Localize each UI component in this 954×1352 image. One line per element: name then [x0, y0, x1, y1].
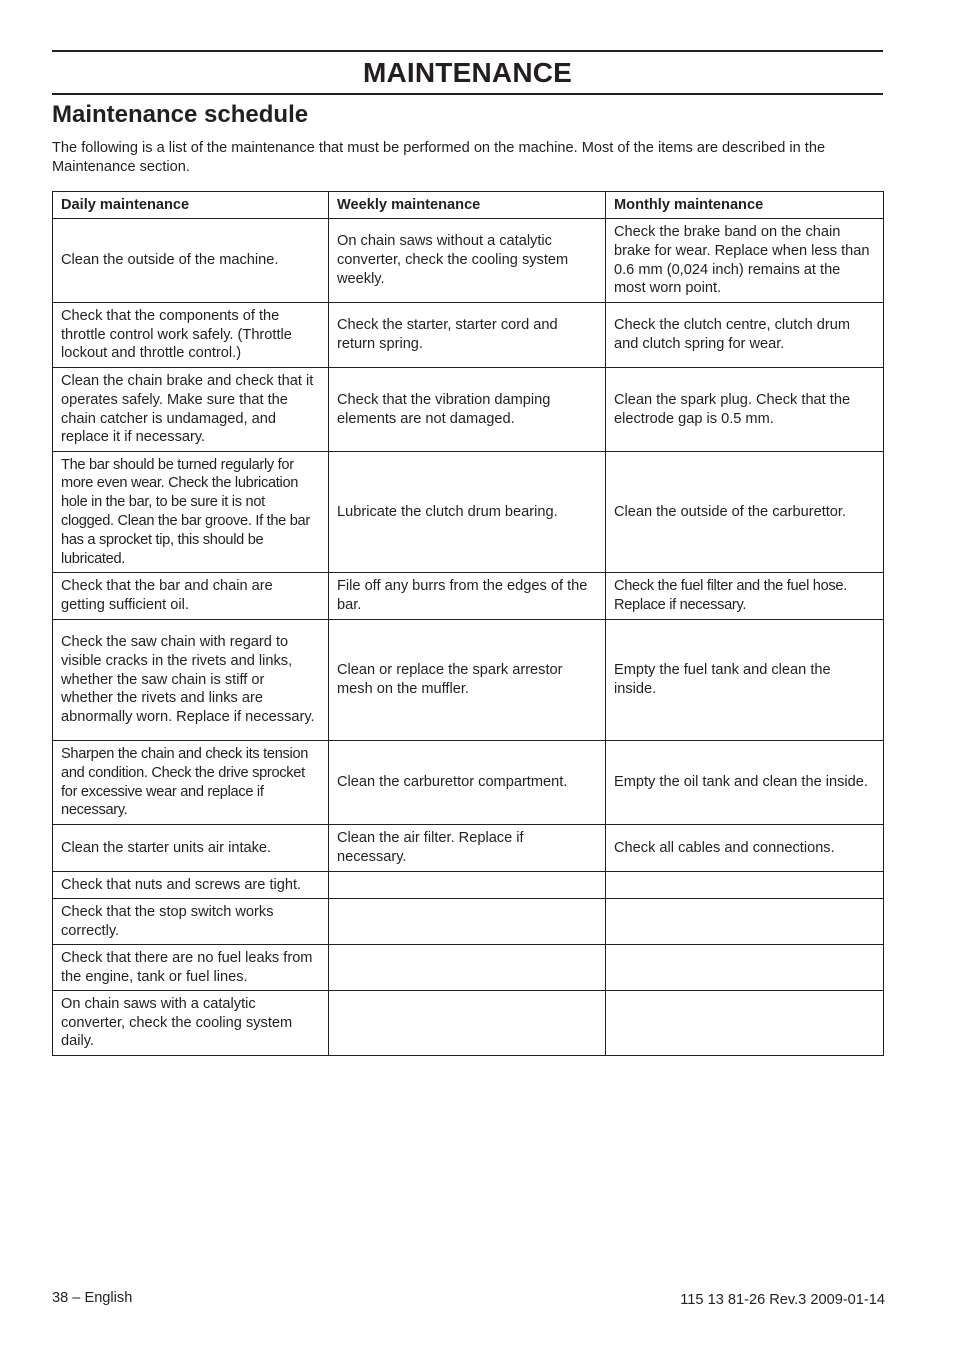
- maintenance-schedule-table: [52, 191, 884, 1056]
- table-row: [53, 741, 884, 825]
- table-cell-weekly: [329, 945, 606, 991]
- table-cell-monthly: [606, 872, 884, 899]
- table-cell-daily: Check that the bar and chain are getting sufficient oil.: [53, 573, 329, 620]
- table-cell-weekly: Check the starter, starter cord and return spring.: [329, 303, 606, 368]
- table-cell-daily: Check that nuts and screws are tight.: [53, 872, 329, 899]
- table-row: [53, 452, 884, 573]
- table-cell-monthly: Check the brake band on the chain brake for wear. Replace when less than 0.6 mm (0,024 inch) remains at the most worn point.: [606, 219, 884, 303]
- table-row: [53, 368, 884, 452]
- footer-page-number: 38 – English: [52, 1290, 133, 1306]
- table-cell-weekly: Check that the vibration damping elements are not damaged.: [329, 368, 606, 452]
- table-cell-daily: Clean the starter units air intake.: [53, 825, 329, 872]
- table-cell-monthly: [606, 899, 884, 945]
- section-title: MAINTENANCE: [362, 57, 573, 88]
- table-cell-weekly: [329, 872, 606, 899]
- intro-paragraph: The following is a list of the maintenance that must be performed on the machine. Most of the items are described in the Maintenance section.: [52, 140, 826, 175]
- table-cell-daily: On chain saws with a catalytic converter, check the cooling system daily.: [53, 991, 329, 1056]
- table-row: [53, 620, 884, 741]
- footer-document-reference: 115 13 81-26 Rev.3 2009-01-14: [680, 1292, 885, 1308]
- table-cell-weekly: [329, 991, 606, 1056]
- table-cell-monthly: Empty the fuel tank and clean the inside.: [606, 620, 884, 741]
- table-row: [53, 991, 884, 1056]
- table-row: [53, 872, 884, 899]
- table-row: [53, 899, 884, 945]
- table-cell-daily: Clean the chain brake and check that it operates safely. Make sure that the chain catcher is undamaged, and replace it if necessary.: [53, 368, 329, 452]
- table-header-row: [53, 192, 884, 219]
- table-cell-monthly: Check the fuel filter and the fuel hose. Replace if necessary.: [606, 573, 884, 620]
- table-cell-monthly: Check all cables and connections.: [606, 825, 884, 872]
- table-cell-monthly: Clean the outside of the carburettor.: [606, 452, 884, 573]
- table-row: [53, 573, 884, 620]
- table-row: [53, 825, 884, 872]
- column-header-weekly: Weekly maintenance: [329, 192, 606, 219]
- table-cell-monthly: Clean the spark plug. Check that the electrode gap is 0.5 mm.: [606, 368, 884, 452]
- table-cell-monthly: Empty the oil tank and clean the inside.: [606, 741, 884, 825]
- table-cell-monthly: Check the clutch centre, clutch drum and clutch spring for wear.: [606, 303, 884, 368]
- table-cell-monthly: [606, 991, 884, 1056]
- table-cell-daily: Check the saw chain with regard to visible cracks in the rivets and links, whether the saw chain is stiff or whether the rivets and links are abnormally worn. Replace if necessary.: [53, 620, 329, 741]
- table-row: [53, 219, 884, 303]
- table-cell-daily: Sharpen the chain and check its tension and condition. Check the drive sprocket for excessive wear and replace if necessary.: [53, 741, 329, 825]
- table-cell-daily: Check that the stop switch works correctly.: [53, 899, 329, 945]
- table-cell-weekly: [329, 899, 606, 945]
- table-row: [53, 303, 884, 368]
- table-cell-daily: The bar should be turned regularly for more even wear. Check the lubrication hole in the bar, to be sure it is not clogged. Clean the bar groove. If the bar has a sprocket tip, this should be lubricated.: [53, 452, 329, 573]
- table-cell-daily: Check that the components of the throttle control work safely. (Throttle lockout and throttle control.): [53, 303, 329, 368]
- column-header-monthly: Monthly maintenance: [606, 192, 884, 219]
- table-cell-weekly: Clean the carburettor compartment.: [329, 741, 606, 825]
- table-cell-weekly: File off any burrs from the edges of the bar.: [329, 573, 606, 620]
- table-cell-weekly: Clean or replace the spark arrestor mesh on the muffler.: [329, 620, 606, 741]
- table-cell-weekly: On chain saws without a catalytic converter, check the cooling system weekly.: [329, 219, 606, 303]
- header-rule-bottom: [52, 93, 883, 95]
- header-rule-top: [52, 50, 883, 52]
- table-cell-weekly: Clean the air filter. Replace if necessary.: [329, 825, 606, 872]
- table-cell-daily: Check that there are no fuel leaks from the engine, tank or fuel lines.: [53, 945, 329, 991]
- table-cell-monthly: [606, 945, 884, 991]
- column-header-daily: Daily maintenance: [53, 192, 329, 219]
- table-row: [53, 945, 884, 991]
- table-cell-daily: Clean the outside of the machine.: [53, 219, 329, 303]
- page-heading: Maintenance schedule: [52, 101, 309, 128]
- table-cell-weekly: Lubricate the clutch drum bearing.: [329, 452, 606, 573]
